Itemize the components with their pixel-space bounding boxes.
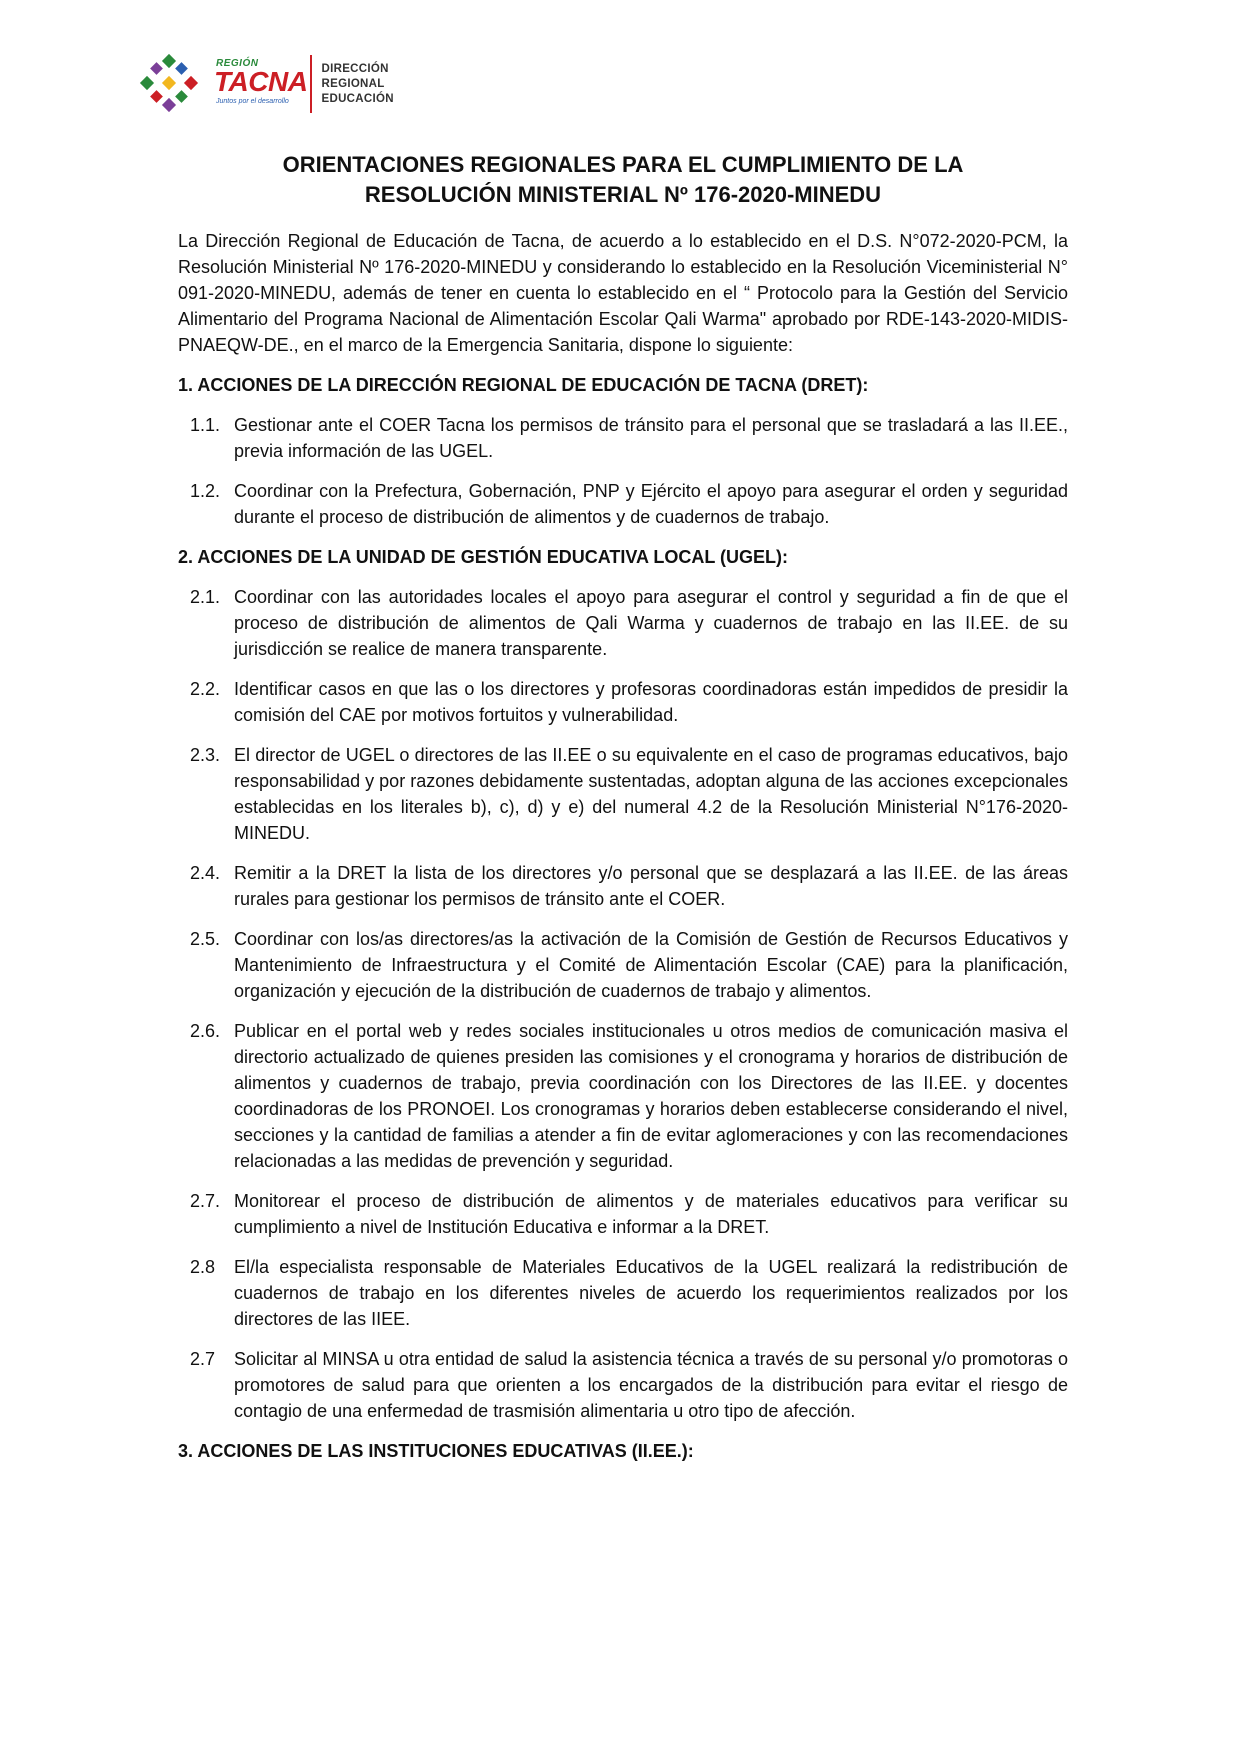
- item-text: Publicar en el portal web y redes sociales institucionales u otros medios de comunicación masiva el directorio actualizado de quienes presiden las comisiones y el cronograma y horarios de distribución de alimentos y cuadernos de trabajo, previa coordinación con los Directores de las II.EE. y docentes coordinadoras de los PRONOEI. Los cronogramas y horarios deben establecerse considerando el nivel, secciones y la cantidad de familias a atender a fin de evitar aglomeraciones y con las recomendaciones relacionadas a las medidas de prevención y seguridad.: [234, 1021, 1068, 1171]
- intro-paragraph: La Dirección Regional de Educación de Tacna, de acuerdo a lo establecido en el D.S. N°072-2020-PCM, la Resolución Ministerial Nº 176-2020-MINEDU y considerando lo establecido en la Resolución Viceministerial N° 091-2020-MINEDU, además de tener en cuenta lo establecido en el “ Protocolo para la Gestión del Servicio Alimentario del Programa Nacional de Alimentación Escolar Qali Warma" aprobado por RDE-143-2020-MIDIS-PNAEQW-DE., en el marco de la Emergencia Sanitaria, dispone lo siguiente:: [178, 231, 1068, 355]
- header-divider: [310, 55, 312, 113]
- item-number: 2.7: [190, 1349, 216, 1369]
- list-item: [190, 478, 1068, 530]
- list-item: [190, 412, 1068, 464]
- item-text: El director de UGEL o directores de las II.EE o su equivalente en el caso de programas educativos, bajo responsabilidad y por razones debidamente sustentadas, adoptan alguna de las acciones excepcionales establecidas en los literales b), c), d) y e) del numeral 4.2 de la Resolución Ministerial N°176-2020-MINEDU.: [234, 745, 1068, 843]
- institution-line-3: EDUCACIÓN: [321, 92, 394, 105]
- list-item: [190, 1018, 1068, 1174]
- document-header: [134, 52, 394, 116]
- title-line-1: ORIENTACIONES REGIONALES PARA EL CUMPLIMIENTO DE LA: [282, 152, 964, 177]
- item-text: El/la especialista responsable de Materiales Educativos de la UGEL realizará la redistribución de cuadernos de trabajo en los diferentes niveles de acuerdo los requerimientos realizados por los directores de las IIEE.: [234, 1257, 1068, 1329]
- section-heading-1: 1. ACCIONES DE LA DIRECCIÓN REGIONAL DE EDUCACIÓN DE TACNA (DRET):: [178, 375, 869, 395]
- list-item: [190, 1346, 1068, 1424]
- region-tacna-wordmark: [212, 52, 308, 116]
- item-number: 2.2.: [190, 679, 221, 699]
- item-number: 1.1.: [190, 415, 221, 435]
- item-text: Remitir a la DRET la lista de los directores y/o personal que se desplazará a las II.EE. de las áreas rurales para gestionar los permisos de tránsito ante el COER.: [234, 863, 1068, 909]
- item-number: 2.7.: [190, 1191, 221, 1211]
- institution-line-2: REGIONAL: [321, 77, 385, 90]
- list-item: [190, 1254, 1068, 1332]
- document-title: [178, 150, 1068, 210]
- item-text: Coordinar con los/as directores/as la activación de la Comisión de Gestión de Recursos Educativos y Mantenimiento de Infraestructura y el Comité de Alimentación Escolar (CAE) para la planificación, organización y ejecución de la distribución de cuadernos de trabajo y alimentos.: [234, 929, 1068, 1001]
- item-text: Solicitar al MINSA u otra entidad de salud la asistencia técnica a través de su personal y/o promotoras o promotores de salud para que orienten a los encargados de la distribución para evitar el riesgo de contagio de una enfermedad de trasmisión alimentaria u otro tipo de afección.: [234, 1349, 1068, 1421]
- institution-line-1: DIRECCIÓN: [321, 62, 389, 75]
- list-item: [190, 926, 1068, 1004]
- institution-name: [322, 62, 394, 107]
- section-heading-2: 2. ACCIONES DE LA UNIDAD DE GESTIÓN EDUCATIVA LOCAL (UGEL):: [178, 547, 789, 567]
- logo-region-label: REGIÓN: [216, 58, 259, 69]
- logo-tagline: Juntos por el desarrollo: [216, 98, 289, 105]
- item-text: Identificar casos en que las o los directores y profesoras coordinadoras están impedidos de presidir la comisión del CAE por motivos fortuitos y vulnerabilidad.: [234, 679, 1068, 725]
- region-tacna-logo-icon: [134, 52, 206, 116]
- item-number: 2.4.: [190, 863, 221, 883]
- list-item: [190, 860, 1068, 912]
- item-number: 2.5.: [190, 929, 221, 949]
- item-number: 2.6.: [190, 1021, 221, 1041]
- document-body: [178, 228, 1068, 1478]
- item-text: Coordinar con la Prefectura, Gobernación, PNP y Ejército el apoyo para asegurar el orden y seguridad durante el proceso de distribución de alimentos y de cuadernos de trabajo.: [234, 481, 1068, 527]
- section-heading-3: 3. ACCIONES DE LAS INSTITUCIONES EDUCATIVAS (II.EE.):: [178, 1441, 694, 1461]
- item-number: 2.3.: [190, 745, 221, 765]
- list-item: [190, 742, 1068, 846]
- item-number: 1.2.: [190, 481, 221, 501]
- item-text: Gestionar ante el COER Tacna los permisos de tránsito para el personal que se trasladará a las II.EE., previa información de las UGEL.: [234, 415, 1068, 461]
- logo-tacna-label: TACNA: [214, 66, 308, 97]
- title-line-2: RESOLUCIÓN MINISTERIAL Nº 176-2020-MINEDU: [364, 182, 882, 207]
- item-number: 2.1.: [190, 587, 221, 607]
- item-text: Monitorear el proceso de distribución de alimentos y de materiales educativos para verificar su cumplimiento a nivel de Institución Educativa e informar a la DRET.: [234, 1191, 1068, 1237]
- list-item: [190, 584, 1068, 662]
- item-text: Coordinar con las autoridades locales el apoyo para asegurar el control y seguridad a fin de que el proceso de distribución de alimentos de Qali Warma y cuadernos de trabajo en las II.EE. de su jurisdicción se realice de manera transparente.: [234, 587, 1068, 659]
- list-item: [190, 1188, 1068, 1240]
- list-item: [190, 676, 1068, 728]
- item-number: 2.8: [190, 1257, 216, 1277]
